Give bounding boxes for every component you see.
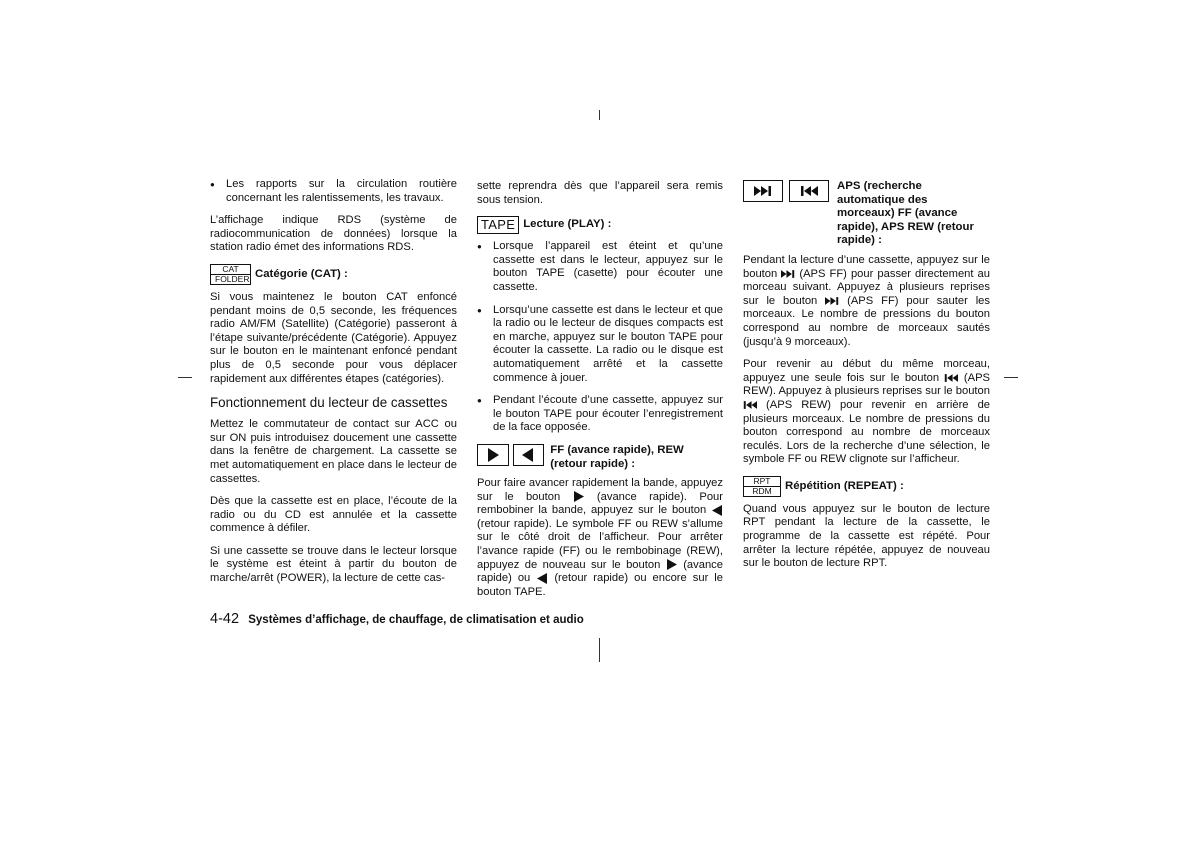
aps-text-3: (APS FF) pour sauter les morceaux. Le nombre de pressions du bouton correspond au nombre de morceaux sautés (jusqu’à 9 morceaux). <box>743 294 990 348</box>
ff-heading: FF (avance rapide), REW (retour rapide) : <box>550 443 684 470</box>
bullet-opposite: ● Pendant l’écoute d’une cassette, appuyez sur le bouton TAPE pour écouter l’enregistrement de la face opposée. <box>477 394 723 435</box>
cat-heading: Catégorie (CAT) : <box>255 267 348 280</box>
power-paragraph: Si une cassette se trouve dans le lecteur lorsque le système est éteint à partir du bouton de marche/arrêt (POWER), la lecture de cette cas- <box>210 544 457 585</box>
column-right <box>743 178 990 580</box>
page-footer <box>210 611 584 628</box>
ff-text-4: (avance rapide) ou <box>477 558 723 585</box>
rpt-rdm-button-icon <box>743 476 781 497</box>
bullet-radio-cd: ● Lorsqu’une cassette est dans le lecteur et que la radio ou le lecteur de disques compacts est en marche, appuyez sur le bouton TAPE pour écouter la cassette. La radio ou le disque est automatiquement arrêté et la cassette commence à jouer. <box>477 304 723 386</box>
cat-folder-button-icon <box>210 264 251 285</box>
footer-title: Systèmes d’affichage, de chauffage, de climatisation et audio <box>248 614 584 626</box>
aps-heading: APS (recherche automatique des morceaux) FF (avance rapide), APS REW (retour rapide) : <box>837 180 974 247</box>
rew-inline-icon <box>711 505 723 516</box>
play-heading: Lecture (PLAY) : <box>523 218 612 231</box>
tape-button-icon: TAPE <box>477 216 519 234</box>
ff-text-3: (retour rapide). Le symbole FF ou REW s’allume sur le côté droit de l’afficheur. Pour arrêter l’avance rapide (FF) ou le rembobinage (REW), appuyez de nouveau sur le bouton <box>477 517 723 571</box>
bullet-off: ● Lorsque l’appareil est éteint et qu’une cassette est dans le lecteur, appuyez sur le bouton TAPE (casette) pour écouter une cassette. <box>477 240 723 294</box>
right-crop-mark <box>1004 377 1018 378</box>
cat-paragraph: Si vous maintenez le bouton CAT enfoncé pendant moins de 0,5 seconde, les fréquences radio AM/FM (Satellite) (Catégorie) passeront à l’étape suivante/précédente (Catégorie). Appuyez sur le bouton en le maintenant enfoncé pendant plus de 0,5 seconde pour vous déplacer rapidement aux différentes étapes (catégories). <box>210 290 457 385</box>
rew-text-1: Pour revenir au début du même morceau, appuyez une seule fois sur le bouton <box>743 358 990 384</box>
radio-off-paragraph: Dès que la cassette est en place, l’écoute de la radio ou du CD est annulée et la cassette commence à défiler. <box>210 495 457 535</box>
column-middle <box>477 180 723 608</box>
aps-rew-button-icon <box>789 180 829 202</box>
bullet-traffic: ● Les rapports sur la circulation routière concernant les ralentissements, les travaux. <box>210 178 457 205</box>
rew-text-3: (APS REW) pour revenir en arrière de plusieurs morceaux. Le nombre de pressions du bouton correspond au nombre de morceaux reculés. Lors de la recherche d’une sélection, le symbole FF ou REW clignote sur l’afficheur. <box>743 398 991 466</box>
rew-inline-icon <box>536 573 548 584</box>
column-left <box>210 178 457 595</box>
ff-heading-row <box>477 444 723 471</box>
ff-paragraph <box>477 477 723 599</box>
cat-label: CAT <box>222 263 239 274</box>
aps-rew-inline-icon <box>944 374 958 382</box>
aps-rew-paragraph <box>743 358 990 467</box>
ff-inline-icon <box>573 491 585 502</box>
aps-text-1: Pendant la lecture d’une cassette, appuyez sur le bouton <box>743 253 990 280</box>
ff-text-2: (avance rapide). Pour rembobiner la bande, appuyez sur le bouton <box>477 490 723 517</box>
ff-button-icon <box>477 444 509 466</box>
aps-ff-button-icon <box>743 180 783 202</box>
ff-text-1: Pour faire avancer rapidement la bande, appuyez sur le bouton <box>477 477 723 503</box>
rew-text-2: (APS REW). Appuyez à plusieurs reprises sur le bouton <box>743 371 991 398</box>
page-number: 4-42 <box>210 611 240 627</box>
aps-rew-inline-icon <box>743 401 757 409</box>
rdm-label: RDM <box>744 486 780 496</box>
repeat-paragraph: Quand vous appuyez sur le bouton de lecture RPT pendant la lecture de la cassette, le programme de la cassette est répété. Pour arrêter la lecture répétée, appuyez de nouveau sur le bouton de lecture RPT. <box>743 502 990 570</box>
folder-label: FOLDER <box>211 274 250 284</box>
rpt-label: RPT <box>753 475 771 486</box>
aps-text-2: (APS FF) pour passer directement au morceau suivant. Appuyez à plusieurs reprises sur le bouton <box>743 267 990 307</box>
ff-inline-icon <box>666 559 678 570</box>
acc-paragraph: Mettez le commutateur de contact sur ACC ou sur ON puis introduisez doucement une cassette dans la fenêtre de chargement. La cassette se met automatiquement en place dans le lecteur de cassettes. <box>210 418 457 485</box>
aps-heading-row <box>743 180 990 248</box>
left-crop-mark <box>178 377 192 378</box>
rew-button-icon <box>513 444 545 466</box>
aps-ff-inline-icon <box>781 270 795 278</box>
bottom-crop-mark <box>599 638 600 662</box>
section-title: Fonctionnement du lecteur de cassettes <box>210 395 448 411</box>
aps-ff-paragraph <box>743 254 990 349</box>
cat-heading-row <box>210 264 457 285</box>
top-crop-mark <box>599 110 600 120</box>
ff-text-5: (retour rapide) ou encore sur le bouton TAPE. <box>477 572 724 598</box>
play-heading-row <box>477 216 723 234</box>
rds-paragraph: L’affichage indique RDS (système de radiocommunication de données) lorsque la station radio émet des informations RDS. <box>210 214 457 254</box>
continued-paragraph: sette reprendra dès que l’appareil sera remis sous tension. <box>477 180 723 206</box>
repeat-heading: Répétition (REPEAT) : <box>785 479 904 492</box>
repeat-heading-row <box>743 476 990 497</box>
aps-ff-inline-icon <box>825 297 839 305</box>
